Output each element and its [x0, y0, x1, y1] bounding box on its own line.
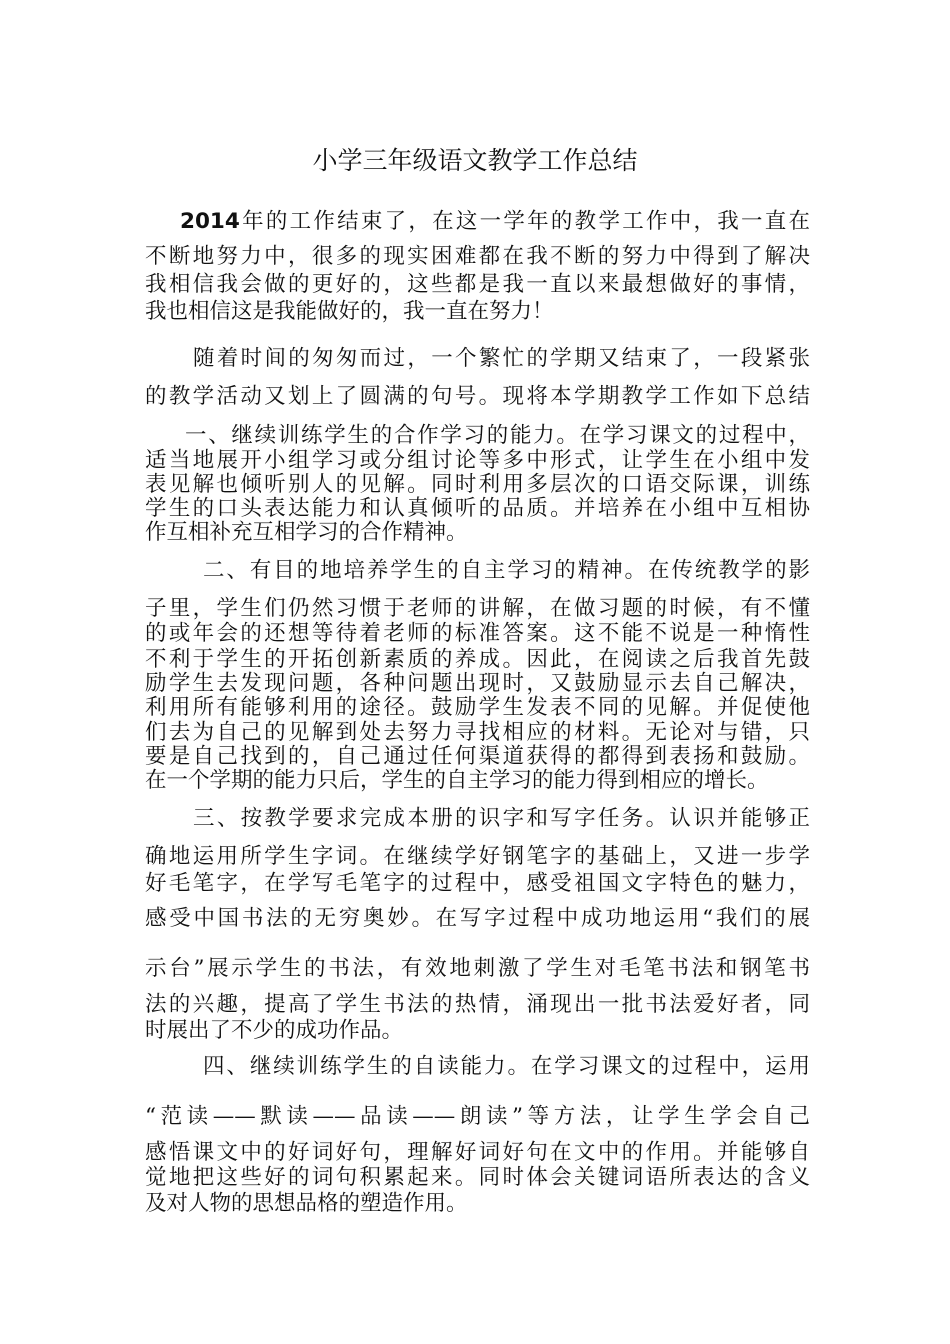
summary-line-2: 的教学活动又划上了圆满的句号。现将本学期教学工作如下总结	[145, 384, 810, 409]
section3-line-5: 示台”展示学生的书法，有效地刺激了学生对毛笔书法和钢笔书	[145, 956, 810, 981]
section2-line-4: 不利于学生的开拓创新素质的养成。因此，在阅读之后我首先鼓	[145, 647, 810, 672]
section4-line-1: 四、继续训练学生的自读能力。在学习课文的过程中，运用	[203, 1054, 810, 1079]
section3-line-2: 确地运用所学生字词。在继续学好钢笔字的基础上，又进一步学	[145, 844, 810, 869]
section1-line-5: 作互相补充互相学习的合作精神。	[145, 520, 468, 545]
section2-line-8: 要是自己找到的，自己通过任何渠道获得的都得到表扬和鼓励。	[145, 744, 810, 769]
section3-line-4: 感受中国书法的无穷奥妙。在写字过程中成功地运用“我们的展	[145, 906, 810, 931]
intro-line-2: 不断地努力中，很多的现实困难都在我不断的努力中得到了解决	[145, 244, 810, 269]
section2-line-1: 二、有目的地培养学生的自主学习的精神。在传统教学的影	[203, 558, 810, 583]
intro-year: 2014	[180, 209, 240, 234]
intro-line-4: 我也相信这是我能做好的，我一直在努力！	[145, 299, 554, 324]
section3-line-7: 时展出了不少的成功作品。	[145, 1018, 404, 1043]
intro-line-1-text: 年的工作结束了，在这一学年的教学工作中，我一直在	[239, 209, 810, 234]
section2-line-2: 子里，学生们仍然习惯于老师的讲解，在做习题的时候，有不懂	[145, 596, 810, 621]
section1-line-2: 适当地展开小组学习或分组讨论等多中形式，让学生在小组中发	[145, 448, 810, 473]
section3-line-6: 法的兴趣，提高了学生书法的热情，涌现出一批书法爱好者，同	[145, 992, 810, 1017]
section2-line-5: 励学生去发现问题，各种问题出现时，又鼓励显示去自己解决，	[145, 671, 810, 696]
section2-line-3: 的或年会的还想等待着老师的标准答案。这不能不说是一种惰性	[145, 621, 810, 646]
intro-line-3: 我相信我会做的更好的，这些都是我一直以来最想做好的事情，	[145, 272, 810, 297]
section1-line-4: 学生的口头表达能力和认真倾听的品质。并培养在小组中互相协	[145, 496, 810, 521]
section3-line-3: 好毛笔字，在学写毛笔字的过程中，感受祖国文字特色的魅力，	[145, 871, 810, 896]
section1-line-3: 表见解也倾听别人的见解。同时利用多层次的口语交际课，训练	[145, 472, 810, 497]
summary-line-1: 随着时间的匆匆而过，一个繁忙的学期又结束了，一段紧张	[193, 346, 810, 371]
intro-line-1	[180, 207, 810, 237]
section4-line-2: “范读——默读——品读——朗读”等方法，让学生学会自己	[145, 1104, 810, 1129]
section4-line-5: 及对人物的思想品格的塑造作用。	[145, 1191, 468, 1216]
section4-line-3: 感悟课文中的好词好句，理解好词好句在文中的作用。并能够自	[145, 1140, 810, 1165]
section1-line-1: 一、继续训练学生的合作学习的能力。在学习课文的过程中，	[185, 423, 810, 448]
section2-line-9: 在一个学期的能力只后，学生的自主学习的能力得到相应的增长。	[145, 768, 769, 793]
document-title: 小学三年级语文教学工作总结	[312, 146, 638, 175]
section2-line-6: 利用所有能够利用的途径。鼓励学生发表不同的见解。并促使他	[145, 695, 810, 720]
section3-line-1: 三、按教学要求完成本册的识字和写字任务。认识并能够正	[193, 806, 810, 831]
section2-line-7: 们去为自己的见解到处去努力寻找相应的材料。无论对与错，只	[145, 720, 810, 745]
section4-line-4: 觉地把这些好的词句积累起来。同时体会关键词语所表达的含义	[145, 1165, 810, 1190]
